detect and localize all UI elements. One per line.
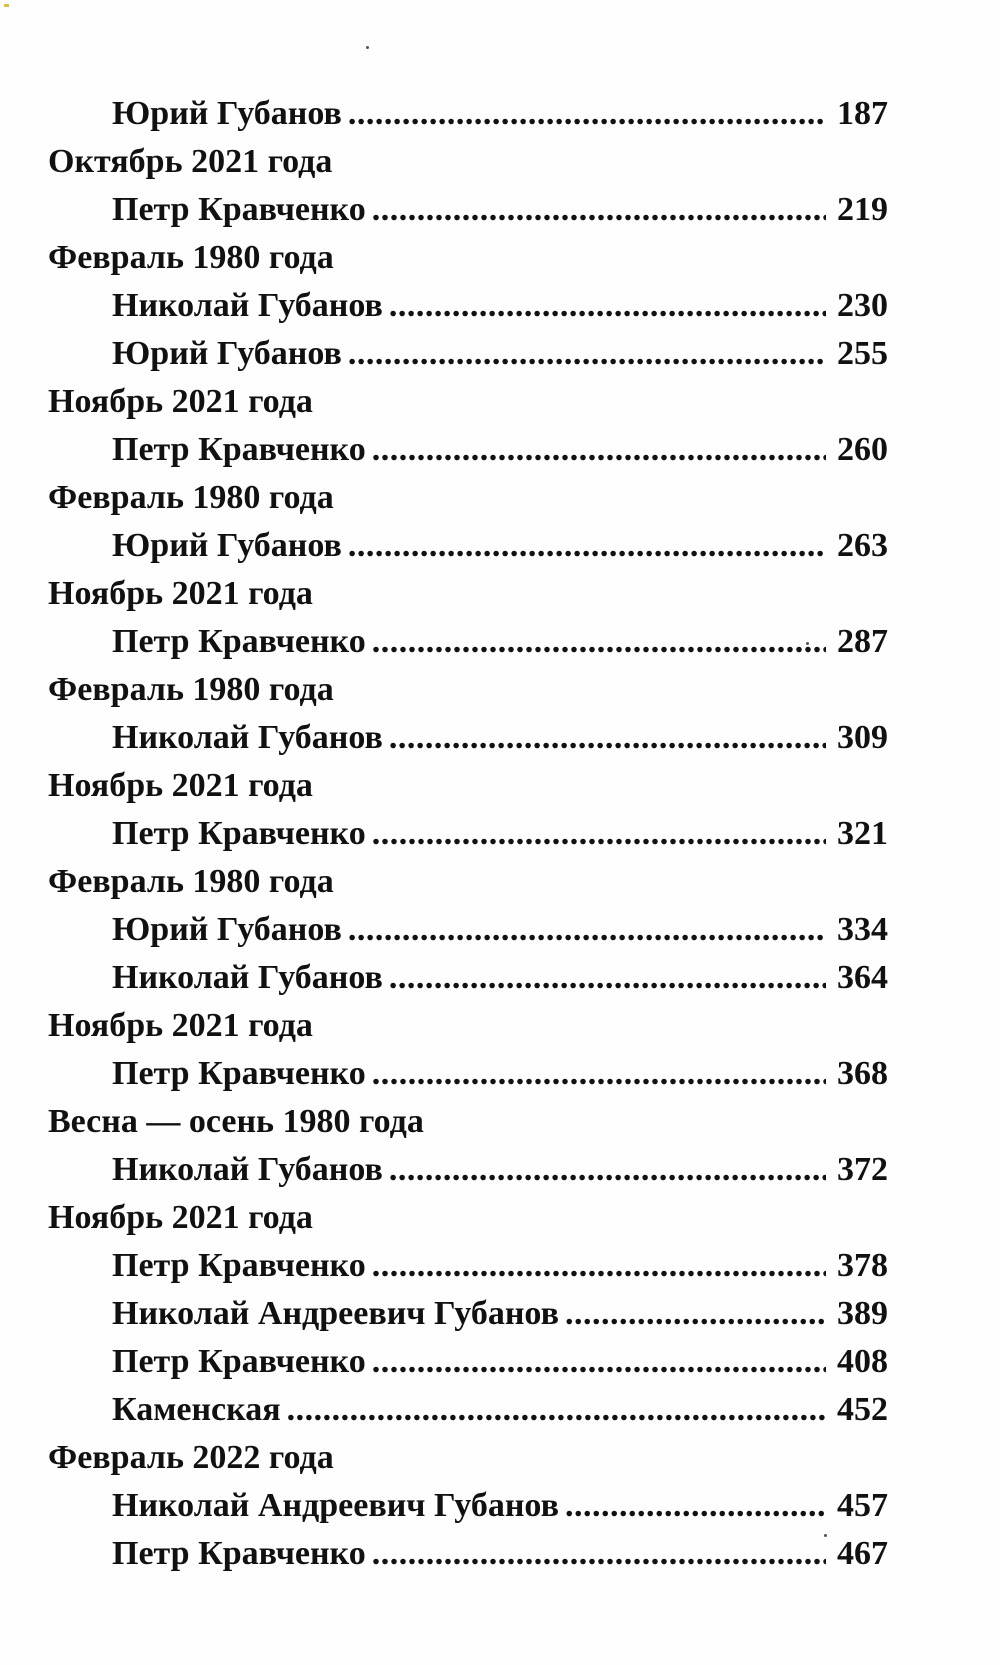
scan-artifact bbox=[4, 4, 9, 7]
page-number: 230 bbox=[837, 287, 888, 324]
toc-section-heading bbox=[48, 1434, 888, 1482]
section-title: Февраль 1980 года bbox=[48, 863, 334, 900]
entry-title: Петр Кравченко bbox=[112, 623, 366, 660]
page-number: 408 bbox=[837, 1343, 888, 1380]
dot-leader bbox=[348, 330, 826, 378]
toc-entry[interactable] bbox=[48, 522, 888, 570]
dot-leader bbox=[565, 1482, 826, 1530]
page-number: 389 bbox=[837, 1295, 888, 1332]
dot-leader bbox=[348, 90, 826, 138]
section-title: Ноябрь 2021 года bbox=[48, 575, 313, 612]
section-title: Февраль 2022 года bbox=[48, 1439, 334, 1476]
entry-title: Николай Губанов bbox=[112, 959, 383, 996]
toc-entry[interactable] bbox=[48, 1530, 888, 1578]
toc-entry[interactable] bbox=[48, 282, 888, 330]
toc-section-heading bbox=[48, 138, 888, 186]
toc-section-heading bbox=[48, 378, 888, 426]
section-title: Ноябрь 2021 года bbox=[48, 1007, 313, 1044]
toc-section-heading bbox=[48, 1194, 888, 1242]
section-title: Октябрь 2021 года bbox=[48, 143, 333, 180]
toc-entry[interactable] bbox=[48, 1386, 888, 1434]
page-number: 452 bbox=[837, 1391, 888, 1428]
toc-entry[interactable] bbox=[48, 426, 888, 474]
entry-title: Петр Кравченко bbox=[112, 1055, 366, 1092]
entry-title: Николай Губанов bbox=[112, 287, 383, 324]
toc-section-heading bbox=[48, 234, 888, 282]
dot-leader bbox=[372, 1338, 826, 1386]
dot-leader bbox=[389, 714, 826, 762]
section-title: Ноябрь 2021 года bbox=[48, 383, 313, 420]
table-of-contents bbox=[48, 90, 888, 1578]
toc-entry[interactable] bbox=[48, 618, 888, 666]
toc-entry[interactable] bbox=[48, 1338, 888, 1386]
dot-leader bbox=[348, 522, 826, 570]
toc-entry[interactable] bbox=[48, 810, 888, 858]
page-number: 334 bbox=[837, 911, 888, 948]
page-number: 260 bbox=[837, 431, 888, 468]
toc-section-heading bbox=[48, 762, 888, 810]
section-title: Февраль 1980 года bbox=[48, 479, 334, 516]
page-number: 378 bbox=[837, 1247, 888, 1284]
section-title: Февраль 1980 года bbox=[48, 239, 334, 276]
dot-leader bbox=[372, 186, 826, 234]
dot-leader bbox=[389, 282, 826, 330]
toc-entry[interactable] bbox=[48, 186, 888, 234]
dot-leader bbox=[389, 954, 826, 1002]
page-number: 457 bbox=[837, 1487, 888, 1524]
page-number: 287 bbox=[837, 623, 888, 660]
entry-title: Петр Кравченко bbox=[112, 1343, 366, 1380]
dot-leader bbox=[372, 1242, 826, 1290]
entry-title: Петр Кравченко bbox=[112, 431, 366, 468]
dot-leader bbox=[372, 810, 826, 858]
scan-speck bbox=[824, 1534, 827, 1537]
dot-leader bbox=[372, 618, 826, 666]
section-title: Февраль 1980 года bbox=[48, 671, 334, 708]
page-number: 263 bbox=[837, 527, 888, 564]
toc-entry[interactable] bbox=[48, 954, 888, 1002]
entry-title: Юрий Губанов bbox=[112, 335, 342, 372]
dot-leader bbox=[287, 1386, 826, 1434]
page-number: 372 bbox=[837, 1151, 888, 1188]
toc-entry[interactable] bbox=[48, 1482, 888, 1530]
page-number: 321 bbox=[837, 815, 888, 852]
toc-section-heading bbox=[48, 570, 888, 618]
entry-title: Юрий Губанов bbox=[112, 527, 342, 564]
toc-entry[interactable] bbox=[48, 90, 888, 138]
entry-title: Каменская bbox=[112, 1391, 281, 1428]
entry-title: Петр Кравченко bbox=[112, 815, 366, 852]
dot-leader bbox=[372, 1530, 826, 1578]
section-title: Ноябрь 2021 года bbox=[48, 1199, 313, 1236]
section-title: Весна — осень 1980 года bbox=[48, 1103, 424, 1140]
dot-leader bbox=[348, 906, 826, 954]
entry-title: Юрий Губанов bbox=[112, 911, 342, 948]
toc-entry[interactable] bbox=[48, 906, 888, 954]
dot-leader bbox=[372, 426, 826, 474]
entry-title: Юрий Губанов bbox=[112, 95, 342, 132]
section-title: Ноябрь 2021 года bbox=[48, 767, 313, 804]
page-number: 368 bbox=[837, 1055, 888, 1092]
toc-entry[interactable] bbox=[48, 1290, 888, 1338]
dot-leader bbox=[372, 1050, 826, 1098]
dot-leader bbox=[389, 1146, 826, 1194]
toc-entry[interactable] bbox=[48, 714, 888, 762]
toc-section-heading bbox=[48, 474, 888, 522]
entry-title: Николай Губанов bbox=[112, 719, 383, 756]
entry-title: Петр Кравченко bbox=[112, 1247, 366, 1284]
page-number: 255 bbox=[837, 335, 888, 372]
entry-title: Петр Кравченко bbox=[112, 1535, 366, 1572]
toc-entry[interactable] bbox=[48, 1050, 888, 1098]
entry-title: Николай Андреевич Губанов bbox=[112, 1295, 559, 1332]
toc-section-heading bbox=[48, 858, 888, 906]
toc-entry[interactable] bbox=[48, 1146, 888, 1194]
toc-entry[interactable] bbox=[48, 1242, 888, 1290]
page-number: 364 bbox=[837, 959, 888, 996]
entry-title: Николай Андреевич Губанов bbox=[112, 1487, 559, 1524]
page-number: 309 bbox=[837, 719, 888, 756]
toc-entry[interactable] bbox=[48, 330, 888, 378]
toc-section-heading bbox=[48, 666, 888, 714]
page-number: 219 bbox=[837, 191, 888, 228]
scan-speck bbox=[806, 642, 809, 645]
toc-section-heading bbox=[48, 1002, 888, 1050]
page-number: 467 bbox=[837, 1535, 888, 1572]
page-number: 187 bbox=[837, 95, 888, 132]
entry-title: Петр Кравченко bbox=[112, 191, 366, 228]
toc-section-heading bbox=[48, 1098, 888, 1146]
scan-speck bbox=[366, 46, 369, 49]
entry-title: Николай Губанов bbox=[112, 1151, 383, 1188]
dot-leader bbox=[565, 1290, 826, 1338]
